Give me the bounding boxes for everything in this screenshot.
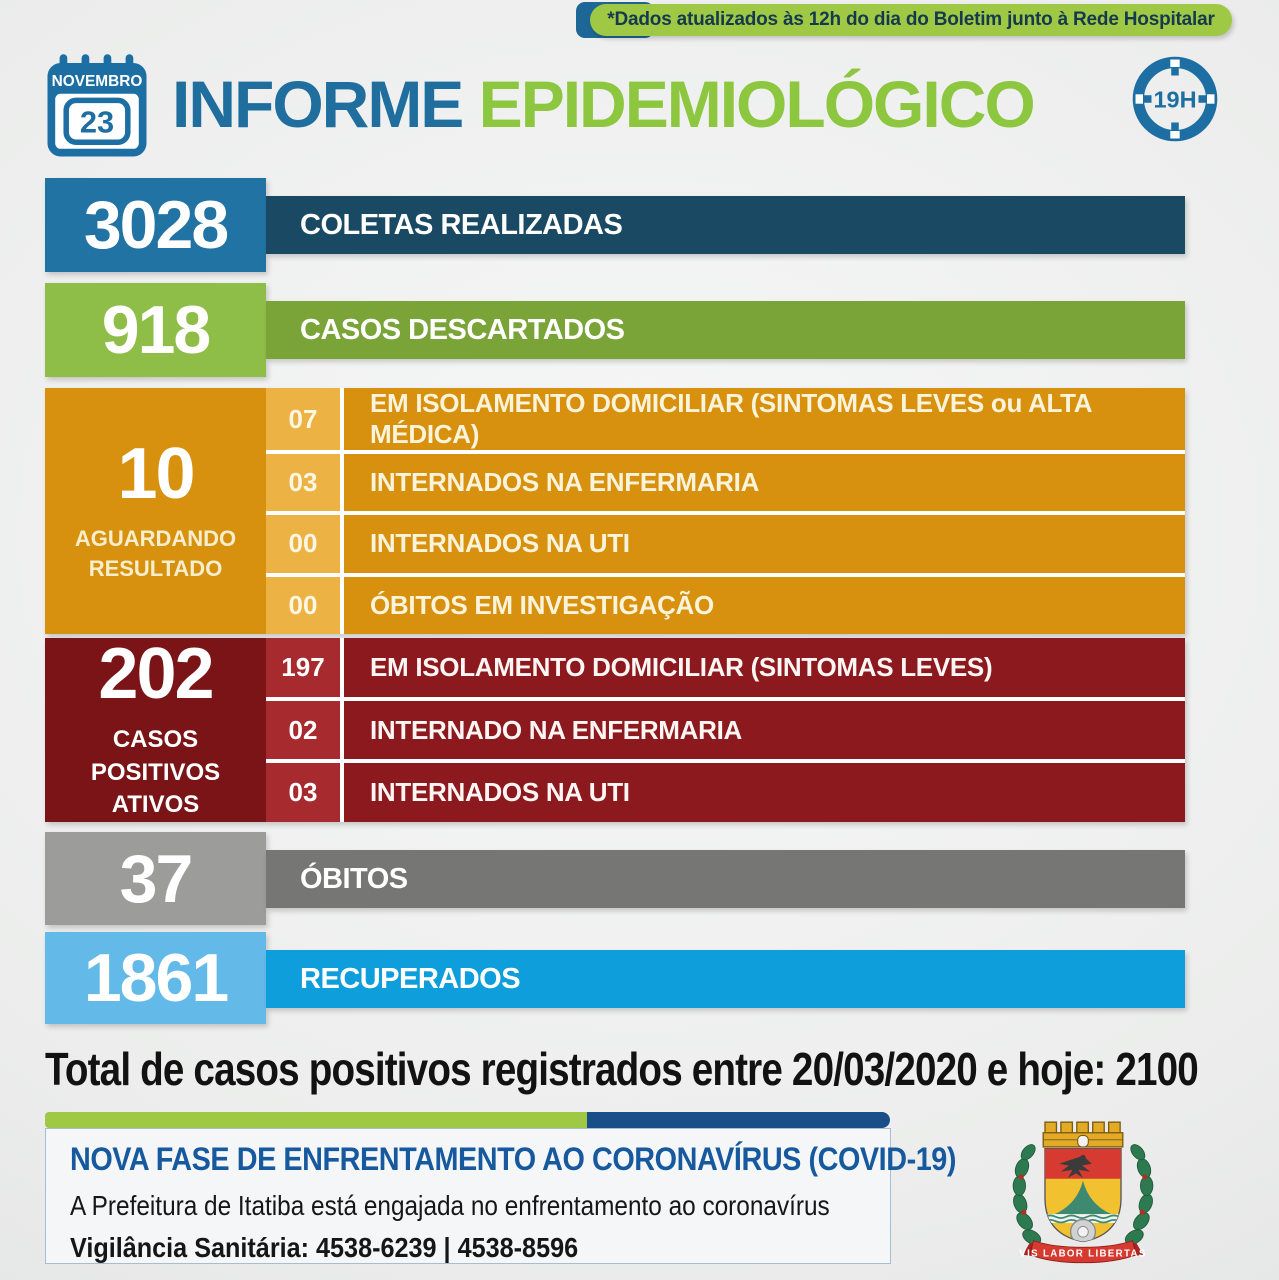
calendar-icon [42, 52, 152, 162]
pending-item-count: 03 [266, 454, 340, 511]
pending-item-count: 00 [266, 577, 340, 634]
pending-item-label: INTERNADOS NA UTI [344, 515, 1185, 572]
collected-label: COLETAS REALIZADAS [300, 208, 623, 241]
discarded-label-bar [266, 301, 1185, 359]
pending-results-panel [45, 388, 266, 634]
footer-line1: A Prefeitura de Itatiba está engajada no enfrentamento ao coronavírus [70, 1190, 830, 1221]
pending-item-count: 00 [266, 515, 340, 572]
pending-row [266, 515, 1185, 572]
recovered-label-bar [266, 950, 1185, 1008]
active-item-label: INTERNADO NA ENFERMARIA [344, 701, 1185, 760]
recovered-label: RECUPERADOS [300, 962, 521, 995]
discarded-count-box [45, 283, 266, 377]
pending-count: 10 [117, 434, 194, 515]
deaths-label: ÓBITOS [300, 862, 408, 895]
active-row [266, 638, 1185, 697]
clock-icon [1128, 52, 1222, 146]
pending-results-block [45, 388, 1185, 634]
footer-heading: NOVA FASE DE ENFRENTAMENTO AO CORONAVÍRUS (COVID-19) [70, 1141, 956, 1177]
recovered-count: 1861 [83, 940, 228, 1016]
update-note-text: *Dados atualizados às 12h do dia do Boletim junto à Rede Hospitalar [607, 9, 1215, 30]
discarded-count: 918 [101, 292, 210, 368]
crest-motto: VIS LABOR LIBERTAS [1019, 1248, 1147, 1260]
pending-row [266, 577, 1185, 634]
collected-count-box [45, 178, 266, 272]
discarded-label: CASOS DESCARTADOS [300, 313, 625, 346]
pending-item-count: 07 [266, 388, 340, 450]
active-row [266, 763, 1185, 822]
active-cases-block [45, 634, 1185, 822]
active-item-count: 03 [266, 763, 340, 822]
pending-item-label: ÓBITOS EM INVESTIGAÇÃO [344, 577, 1185, 634]
page-title [172, 66, 1122, 142]
active-item-count: 197 [266, 638, 340, 697]
footer-bar-green [45, 1112, 587, 1128]
recovered-count-box [45, 932, 266, 1024]
deaths-count-box [45, 832, 266, 925]
update-note-banner [590, 4, 1232, 36]
footer-line2: Vigilância Sanitária: 4538-6239 | 4538-8596 [70, 1232, 579, 1263]
pending-row [266, 454, 1185, 511]
active-item-count: 02 [266, 701, 340, 760]
total-positive-cases-line: Total de casos positivos registrados entre 20/03/2020 e hoje: 2100 [45, 1043, 1198, 1095]
collected-count: 3028 [83, 187, 228, 263]
active-count: 202 [98, 634, 213, 715]
active-rows [266, 638, 1185, 822]
active-row [266, 701, 1185, 760]
active-caption: CASOS POSITIVOS ATIVOS [90, 726, 221, 819]
calendar-month: NOVEMBRO [51, 73, 143, 91]
footer-bar-blue [587, 1112, 890, 1128]
active-item-label: EM ISOLAMENTO DOMICILIAR (SINTOMAS LEVES) [344, 638, 1185, 697]
pending-row [266, 388, 1185, 450]
pending-rows [266, 388, 1185, 634]
pending-item-label: EM ISOLAMENTO DOMICILIAR (SINTOMAS LEVES ou ALTA MÉDICA) [344, 388, 1185, 450]
active-cases-panel [45, 634, 266, 822]
deaths-count: 37 [119, 840, 192, 917]
calendar-day: 23 [79, 104, 115, 140]
itatiba-coat-of-arms [992, 1108, 1174, 1276]
collected-label-bar [266, 196, 1185, 254]
title-informe: INFORME [172, 67, 463, 141]
footer-panel [45, 1128, 956, 1264]
pending-item-label: INTERNADOS NA ENFERMARIA [344, 454, 1185, 511]
active-item-label: INTERNADOS NA UTI [344, 763, 1185, 822]
clock-time: 19H [1153, 86, 1197, 113]
title-epidemiologico: EPIDEMIOLÓGICO [478, 67, 1034, 141]
deaths-label-bar [266, 850, 1185, 908]
pending-caption: AGUARDANDO RESULTADO [74, 526, 237, 581]
